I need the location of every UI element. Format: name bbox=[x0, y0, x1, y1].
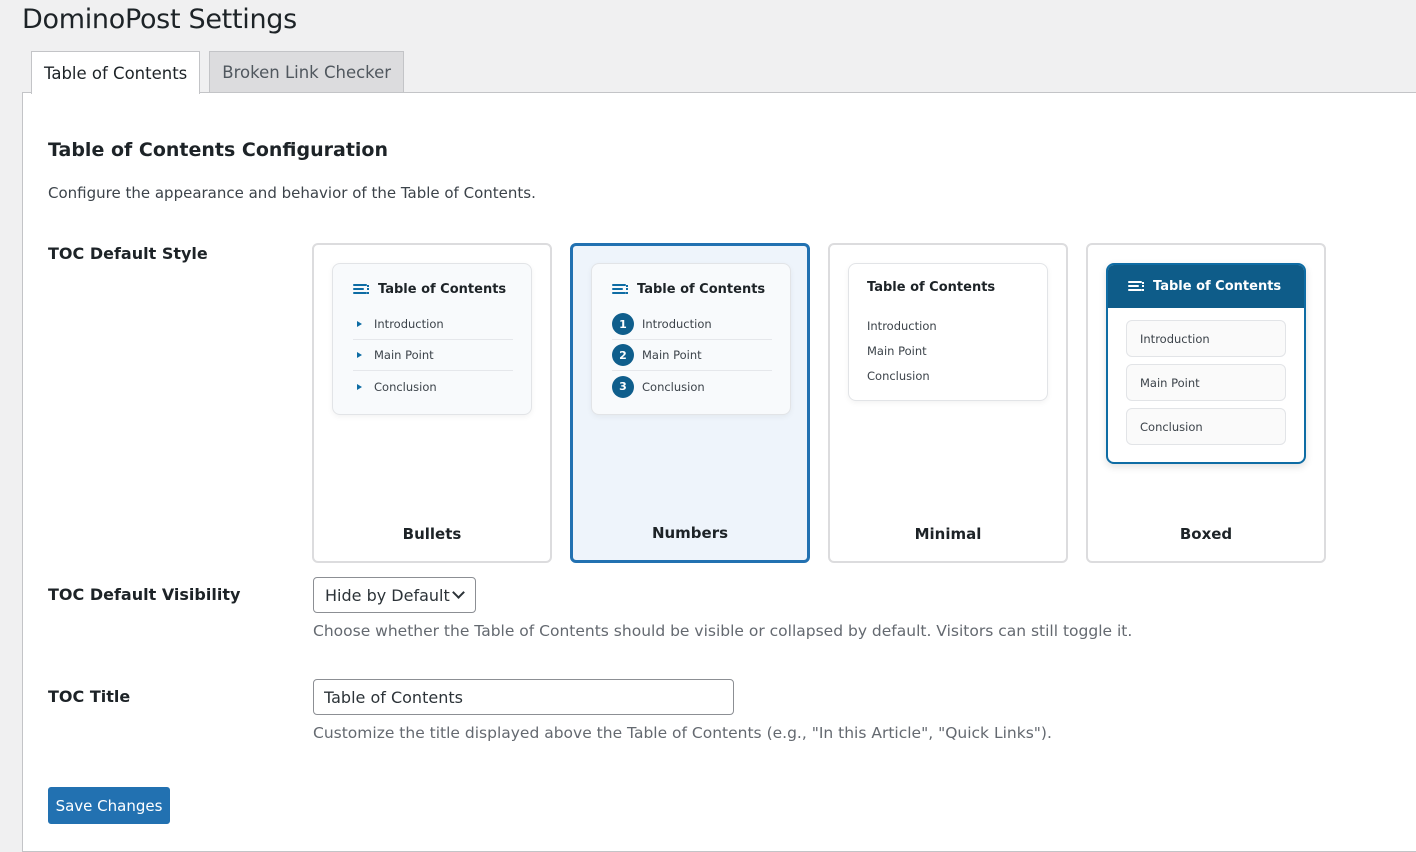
section-title: Table of Contents Configuration bbox=[48, 139, 389, 161]
triangle-bullet-icon bbox=[357, 384, 362, 390]
list-icon bbox=[1128, 281, 1144, 292]
tab-bar bbox=[31, 51, 404, 94]
toc-visibility-label: TOC Default Visibility bbox=[48, 585, 241, 604]
list-item: Introduction bbox=[1126, 320, 1286, 357]
list-item: Main Point bbox=[867, 343, 927, 358]
tab-table-of-contents[interactable]: Table of Contents bbox=[31, 51, 200, 94]
number-badge: 2 bbox=[612, 344, 634, 366]
section-description: Configure the appearance and behavior of the Table of Contents. bbox=[48, 184, 536, 202]
number-badge: 3 bbox=[612, 376, 634, 398]
bullets-preview bbox=[332, 263, 532, 415]
list-item: 1 Introduction bbox=[612, 309, 772, 340]
boxed-preview bbox=[1106, 263, 1306, 464]
style-card-minimal[interactable] bbox=[828, 243, 1068, 563]
list-item: Introduction bbox=[353, 309, 513, 340]
style-options bbox=[312, 243, 1326, 563]
style-card-boxed[interactable] bbox=[1086, 243, 1326, 563]
list-item: Main Point bbox=[1126, 364, 1286, 401]
style-card-label: Bullets bbox=[402, 525, 462, 543]
chevron-down-icon bbox=[452, 586, 465, 599]
preview-heading: Table of Contents bbox=[867, 280, 996, 295]
preview-heading: Table of Contents bbox=[378, 282, 507, 297]
triangle-bullet-icon bbox=[357, 352, 362, 358]
list-icon bbox=[612, 284, 628, 295]
toc-style-label: TOC Default Style bbox=[48, 244, 208, 263]
list-item: Conclusion bbox=[867, 368, 930, 383]
list-item: Conclusion bbox=[353, 371, 513, 402]
visibility-select[interactable]: Hide by Default bbox=[313, 577, 476, 613]
page-title: DominoPost Settings bbox=[22, 4, 297, 35]
list-item: Main Point bbox=[353, 340, 513, 371]
triangle-bullet-icon bbox=[357, 321, 362, 327]
tab-broken-link-checker[interactable]: Broken Link Checker bbox=[209, 51, 404, 93]
number-badge: 1 bbox=[612, 313, 634, 335]
settings-panel bbox=[22, 92, 1416, 852]
style-card-label: Boxed bbox=[1179, 525, 1233, 543]
preview-heading: Table of Contents bbox=[637, 282, 766, 297]
save-changes-button[interactable]: Save Changes bbox=[48, 787, 170, 824]
preview-heading: Table of Contents bbox=[1153, 279, 1282, 294]
minimal-preview bbox=[848, 263, 1048, 401]
visibility-help: Choose whether the Table of Contents should be visible or collapsed by default. Visitors can still toggle it. bbox=[313, 622, 1133, 640]
numbers-preview bbox=[591, 263, 791, 415]
list-item: Introduction bbox=[867, 318, 937, 333]
list-item: 2 Main Point bbox=[612, 340, 772, 371]
toc-title-input[interactable] bbox=[313, 679, 734, 715]
toc-title-label: TOC Title bbox=[48, 687, 131, 706]
toc-title-help: Customize the title displayed above the Table of Contents (e.g., "In this Article", "Quick Links"). bbox=[313, 724, 1052, 742]
list-icon bbox=[353, 284, 369, 295]
list-item: Conclusion bbox=[1126, 408, 1286, 445]
list-item: 3 Conclusion bbox=[612, 371, 772, 402]
style-card-label: Minimal bbox=[914, 525, 982, 543]
style-card-bullets[interactable] bbox=[312, 243, 552, 563]
style-card-label: Numbers bbox=[651, 524, 729, 542]
style-card-numbers[interactable] bbox=[570, 243, 810, 563]
